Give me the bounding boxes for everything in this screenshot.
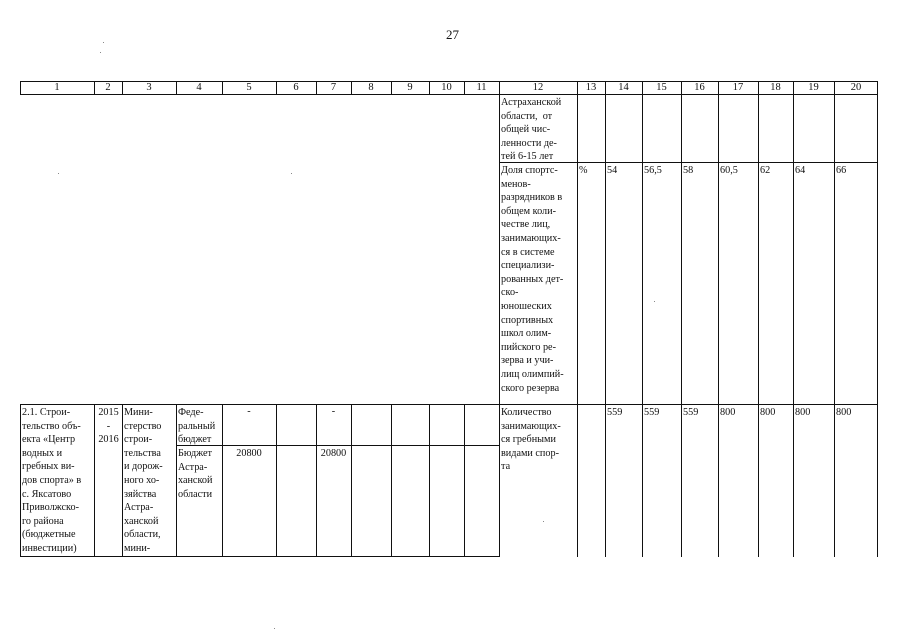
scan-speck bbox=[543, 521, 544, 522]
scan-speck bbox=[100, 52, 101, 53]
scan-speck bbox=[274, 628, 275, 629]
column-divider bbox=[499, 81, 500, 557]
column-divider bbox=[222, 404, 223, 557]
column-divider bbox=[20, 404, 21, 557]
share-value-16: 58 bbox=[683, 165, 694, 176]
share-unit: % bbox=[579, 165, 588, 176]
header-divider bbox=[122, 81, 123, 95]
project-value-20: 800 bbox=[836, 407, 852, 418]
header-cell-19: 19 bbox=[808, 82, 819, 93]
header-cell-8: 8 bbox=[368, 82, 374, 93]
column-divider bbox=[758, 81, 759, 557]
share-value-19: 64 bbox=[795, 165, 806, 176]
header-divider bbox=[20, 81, 21, 95]
column-divider bbox=[605, 81, 606, 557]
federal-col5: - bbox=[247, 406, 251, 417]
share-value-17: 60,5 bbox=[720, 165, 738, 176]
share-value-15: 56,5 bbox=[644, 165, 662, 176]
header-divider bbox=[276, 81, 277, 95]
header-divider bbox=[391, 81, 392, 95]
column-divider bbox=[122, 404, 123, 557]
column-divider bbox=[391, 404, 392, 557]
column-divider bbox=[718, 81, 719, 557]
project-value-14: 559 bbox=[607, 407, 623, 418]
source-regional: Бюджет Астра- ханской области bbox=[178, 448, 213, 500]
header-cell-7: 7 bbox=[330, 82, 337, 93]
project-indicator: Количество занимающих- ся гребными видами спор- та bbox=[501, 407, 561, 473]
project-value-16: 559 bbox=[683, 407, 699, 418]
header-divider bbox=[429, 81, 430, 95]
continuation-indicator: Астраханской области, от общей чис- ленности де- тей 6-15 лет bbox=[501, 97, 562, 163]
column-divider bbox=[316, 404, 317, 557]
header-cell-10: 10 bbox=[441, 82, 452, 93]
scan-speck bbox=[103, 42, 104, 43]
project-name: 2.1. Строи- тельство объ- екта «Центр водных и гребных ви- дов спорта» в с. Яксатово Приволжско- го района (бюджетные инвестиции) bbox=[22, 407, 82, 554]
program-table bbox=[20, 81, 878, 557]
header-cell-20: 20 bbox=[850, 82, 862, 93]
header-bottom-border bbox=[20, 94, 878, 95]
project-value-15: 559 bbox=[644, 407, 660, 418]
column-divider bbox=[429, 404, 430, 557]
column-divider bbox=[681, 81, 682, 557]
project-value-18: 800 bbox=[760, 407, 776, 418]
column-divider bbox=[577, 81, 578, 557]
column-divider bbox=[176, 404, 177, 557]
project-value-19: 800 bbox=[795, 407, 811, 418]
share-value-18: 62 bbox=[760, 165, 771, 176]
share-value-20: 66 bbox=[836, 165, 847, 176]
column-divider bbox=[276, 404, 277, 557]
header-cell-2: 2 bbox=[105, 82, 111, 93]
header-divider bbox=[222, 81, 223, 95]
header-divider bbox=[316, 81, 317, 95]
header-divider bbox=[351, 81, 352, 95]
column-divider bbox=[351, 404, 352, 557]
header-divider bbox=[464, 81, 465, 95]
header-cell-3: 3 bbox=[146, 82, 152, 93]
header-cell-17: 17 bbox=[732, 82, 744, 93]
regional-col7: 20800 bbox=[320, 448, 347, 459]
header-divider bbox=[176, 81, 177, 95]
header-cell-5: 5 bbox=[246, 82, 252, 93]
header-cell-18: 18 bbox=[770, 82, 781, 93]
header-cell-13: 13 bbox=[585, 82, 597, 93]
page-number: 27 bbox=[446, 27, 459, 42]
source-federal: Феде- ральный бюджет bbox=[178, 407, 216, 446]
source-separator bbox=[176, 445, 499, 446]
header-cell-4: 4 bbox=[196, 82, 202, 93]
header-cell-11: 11 bbox=[476, 82, 487, 93]
regional-col5: 20800 bbox=[236, 448, 262, 459]
row-separator bbox=[499, 162, 878, 163]
row-separator bbox=[20, 404, 878, 405]
header-cell-16: 16 bbox=[694, 82, 705, 93]
header-divider bbox=[94, 81, 95, 95]
table-top-border bbox=[20, 81, 878, 82]
column-divider bbox=[834, 81, 835, 557]
project-executor: Мини- стерство строи- тельства и дорож- ного хо- зяйства Астра- ханской области, мини- bbox=[124, 407, 163, 554]
column-divider bbox=[464, 404, 465, 557]
project-period: 2015 - 2016 bbox=[98, 407, 119, 446]
share-value-14: 54 bbox=[607, 165, 618, 176]
header-cell-14: 14 bbox=[618, 82, 629, 93]
header-cell-1: 1 bbox=[54, 82, 60, 93]
scan-speck bbox=[291, 173, 292, 174]
share-indicator: Доля спортс- менов- разрядников в общем коли- честве лиц, занимающих- ся в системе специализи- рованных дет- ско- юношеских спортивных школ олим- пийского ре- зерва и учи- лищ олимпий- ского резерва bbox=[501, 165, 564, 394]
header-cell-15: 15 bbox=[656, 82, 667, 93]
column-divider bbox=[642, 81, 643, 557]
federal-col7: - bbox=[331, 406, 336, 417]
header-cell-6: 6 bbox=[293, 82, 299, 93]
column-divider bbox=[94, 404, 95, 557]
header-cell-9: 9 bbox=[407, 82, 413, 93]
project-value-17: 800 bbox=[720, 407, 736, 418]
column-divider bbox=[877, 81, 878, 557]
column-divider bbox=[793, 81, 794, 557]
scan-speck bbox=[58, 173, 59, 174]
table-bottom-border bbox=[20, 556, 499, 557]
header-cell-12: 12 bbox=[532, 82, 544, 93]
scan-speck bbox=[654, 301, 655, 302]
